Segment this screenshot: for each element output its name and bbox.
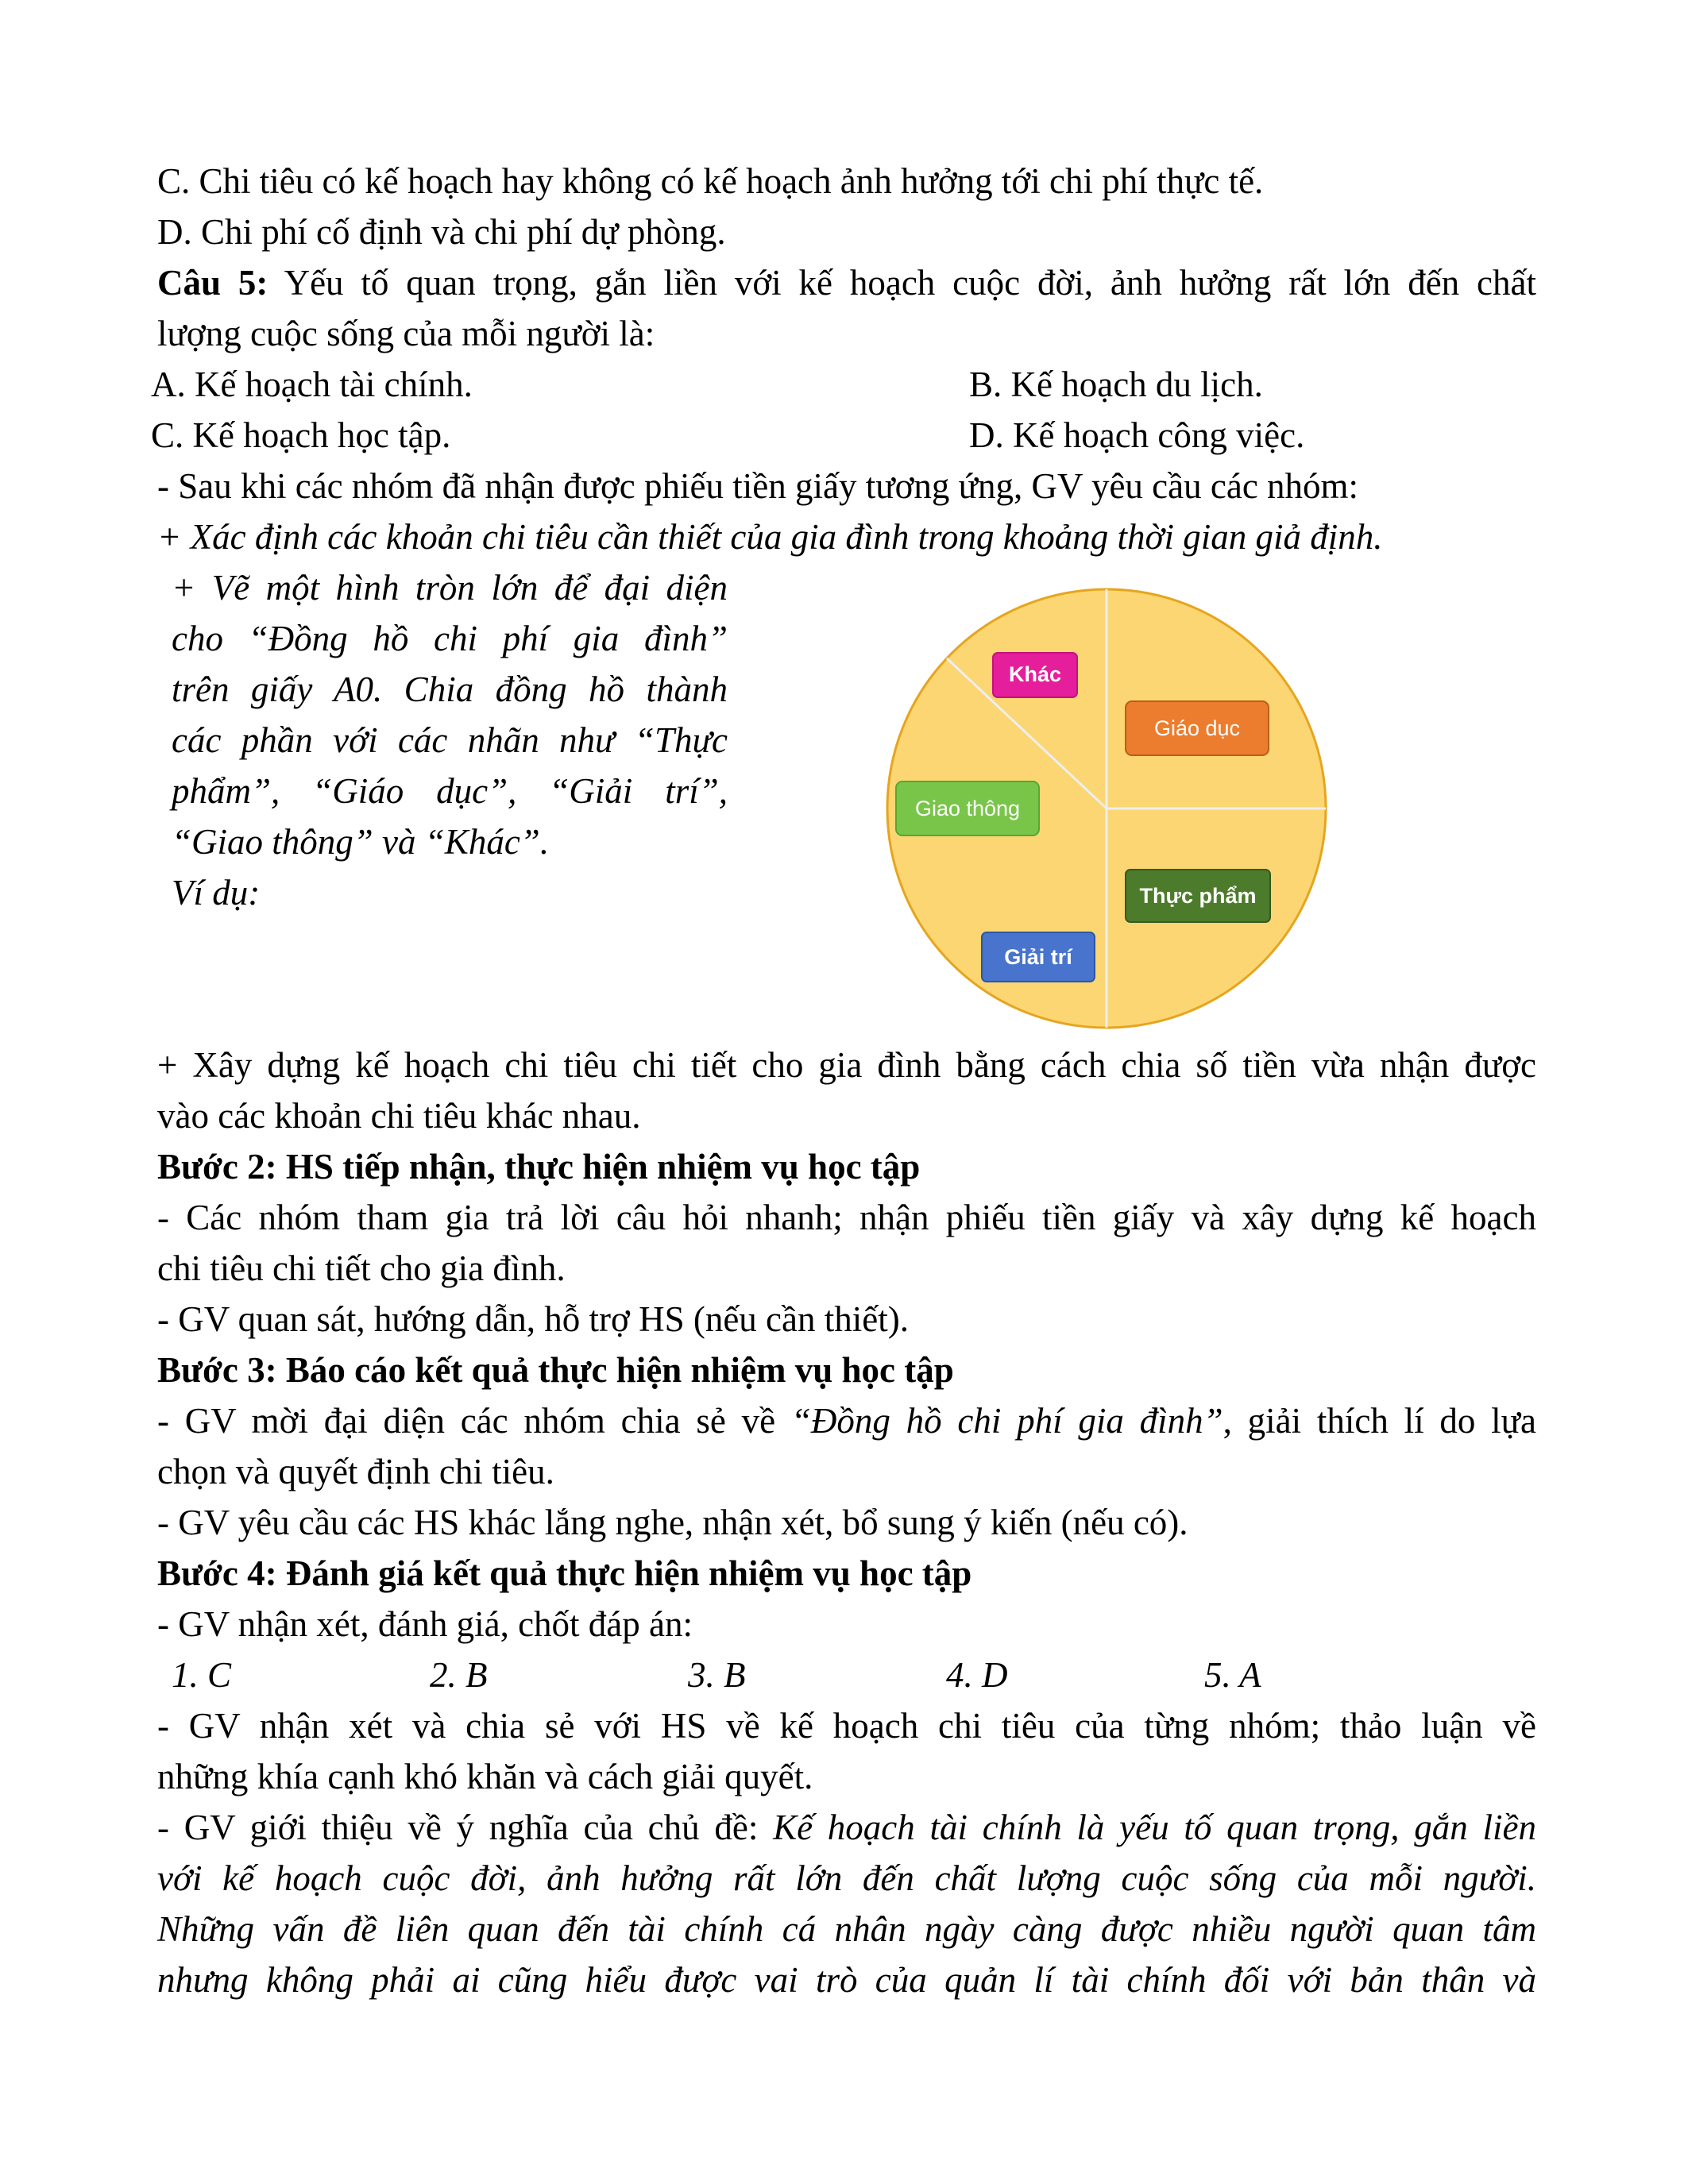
- label-giai-tri: Giải trí: [1004, 945, 1072, 969]
- option-d: D. Kế hoạch công việc.: [969, 415, 1305, 455]
- task-draw-5: phẩm”, “Giáo dục”, “Giải trí”,: [172, 771, 728, 811]
- label-giao-duc: Giáo dục: [1153, 716, 1241, 740]
- family-expense-clock: [874, 588, 1335, 1032]
- step4-text-4: [157, 1802, 1536, 1853]
- step4-heading: Bước 4: Đánh giá kết quả thực hiện nhiệm vụ học tập: [157, 1553, 972, 1593]
- task-identify: + Xác định các khoản chi tiêu cần thiết của gia đình trong khoảng thời gian giả định.: [157, 517, 1383, 557]
- question5-line1: [157, 257, 1536, 308]
- step3-text-1-post: , giải thích lí do lựa: [1223, 1401, 1537, 1441]
- step3-text-2: chọn và quyết định chi tiêu.: [157, 1452, 554, 1491]
- task-build-1: + Xây dựng kế hoạch chi tiêu chi tiết cho gia đình bằng cách chia số tiền vừa nhận được: [157, 1045, 1536, 1085]
- answer-1: 1. C: [172, 1655, 232, 1695]
- step3-text-1-pre: - GV mời đại diện các nhóm chia sẻ về: [157, 1401, 776, 1441]
- task-build-2: vào các khoản chi tiêu khác nhau.: [157, 1096, 641, 1136]
- step3-heading: Bước 3: Báo cáo kết quả thực hiện nhiệm vụ học tập: [157, 1350, 954, 1390]
- label-thuc-pham: Thực phẩm: [1139, 884, 1257, 908]
- example-label: Ví dụ:: [172, 873, 261, 913]
- step4-text-4-pre: - GV giới thiệu về ý nghĩa của chủ đề:: [157, 1808, 759, 1847]
- step2-text-2: chi tiêu chi tiết cho gia đình.: [157, 1248, 566, 1288]
- task-draw-3: trên giấy A0. Chia đồng hồ thành: [172, 669, 728, 709]
- question5-line2: lượng cuộc sống của mỗi người là:: [157, 314, 655, 353]
- step4-text-2: - GV nhận xét và chia sẻ với HS về kế hoạch chi tiêu của từng nhóm; thảo luận về: [157, 1706, 1536, 1746]
- task-draw-4: các phần với các nhãn như “Thực: [172, 720, 728, 760]
- step4-text-1: - GV nhận xét, đánh giá, chốt đáp án:: [157, 1604, 693, 1644]
- option-c: C. Kế hoạch học tập.: [151, 415, 451, 455]
- step2-text-1: - Các nhóm tham gia trả lời câu hỏi nhanh; nhận phiếu tiền giấy và xây dựng kế hoạch: [157, 1198, 1536, 1237]
- step2-text-3: - GV quan sát, hướng dẫn, hỗ trợ HS (nếu cần thiết).: [157, 1299, 909, 1339]
- option-c-question4: C. Chi tiêu có kế hoạch hay không có kế hoạch ảnh hưởng tới chi phí thực tế.: [157, 161, 1264, 201]
- question5-text: Yếu tố quan trọng, gắn liền với kế hoạch cuộc đời, ảnh hưởng rất lớn đến chất: [284, 263, 1536, 303]
- step3-text-1-italic: “Đồng hồ chi phí gia đình”: [790, 1401, 1223, 1441]
- task-draw-6: “Giao thông” và “Khác”.: [172, 822, 550, 862]
- label-giao-thong: Giao thông: [914, 797, 1021, 820]
- step2-heading: Bước 2: HS tiếp nhận, thực hiện nhiệm vụ học tập: [157, 1147, 921, 1187]
- answer-4: 4. D: [946, 1655, 1008, 1695]
- option-d-question4: D. Chi phí cố định và chi phí dự phòng.: [157, 212, 726, 252]
- step3-text-1: [157, 1395, 1536, 1446]
- answer-5: 5. A: [1204, 1655, 1261, 1695]
- label-khac: Khác: [1008, 662, 1062, 686]
- task-draw-2: cho “Đồng hồ chi phí gia đình”: [172, 619, 728, 658]
- step4-text-5: với kế hoạch cuộc đời, ảnh hưởng rất lớn đến chất lượng cuộc sống của mỗi người.: [157, 1858, 1536, 1898]
- step4-text-4-italic: Kế hoạch tài chính là yếu tố quan trọng, gắn liền: [773, 1808, 1536, 1847]
- question5-label: Câu 5:: [157, 263, 268, 303]
- instruction-line: - Sau khi các nhóm đã nhận được phiếu tiền giấy tương ứng, GV yêu cầu các nhóm:: [157, 466, 1359, 506]
- option-b: B. Kế hoạch du lịch.: [969, 365, 1263, 404]
- step4-text-3: những khía cạnh khó khăn và cách giải quyết.: [157, 1757, 813, 1796]
- step4-text-6: Những vấn đề liên quan đến tài chính cá nhân ngày càng được nhiều người quan tâm: [157, 1909, 1536, 1949]
- answer-3: 3. B: [688, 1655, 746, 1695]
- answer-2: 2. B: [430, 1655, 488, 1695]
- option-a: A. Kế hoạch tài chính.: [151, 365, 473, 404]
- step4-text-7: nhưng không phải ai cũng hiểu được vai trò của quản lí tài chính đối với bản thân và: [157, 1960, 1536, 2000]
- step3-text-3: - GV yêu cầu các HS khác lắng nghe, nhận xét, bổ sung ý kiến (nếu có).: [157, 1503, 1188, 1542]
- question5-options-row1: [151, 359, 1530, 410]
- task-draw-1: + Vẽ một hình tròn lớn để đại diện: [172, 568, 728, 608]
- question5-options-row2: [151, 410, 1530, 461]
